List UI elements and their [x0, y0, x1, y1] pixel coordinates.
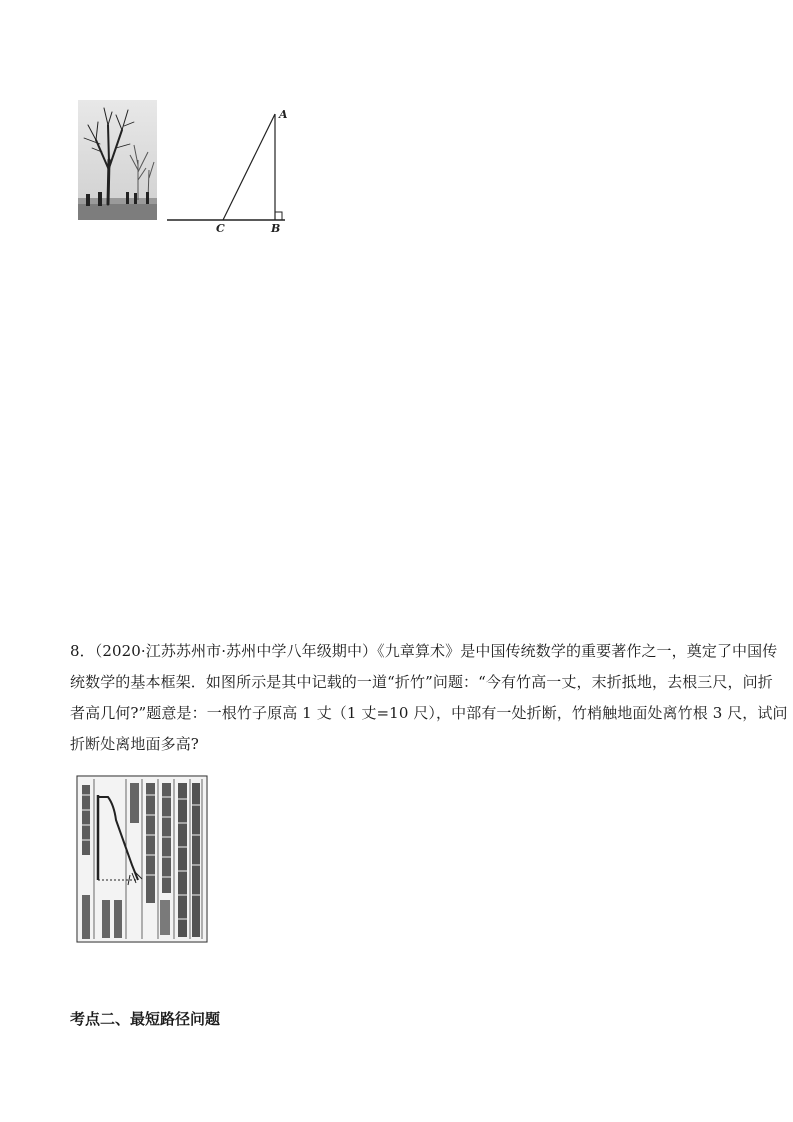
label-a: A: [279, 108, 288, 121]
problem-line-4: 折断处离地面多高?: [70, 735, 199, 753]
tree-photo: [78, 100, 157, 220]
side-ac: [223, 114, 275, 220]
triangle-diagram: [160, 100, 300, 235]
problem-line-2: 统数学的基本框架．如图所示是其中记载的一道“折竹”问题：“今有竹高一丈，末折抵地，去根三尺，问折: [70, 673, 773, 691]
ancient-book-page-icon: [76, 775, 208, 943]
problem-line-1: 8．（2020·江苏苏州市·苏州中学八年级期中）《九章算术》是中国传统数学的重要著作之一，奠定了中国传: [70, 642, 778, 660]
problem-line-3: 者高几何?”题意是：一根竹子原高 1 丈（1 丈=10 尺），中部有一处折断，竹梢触地面处离竹根 3 尺，试问: [70, 704, 788, 722]
label-c: C: [216, 222, 225, 235]
section-heading: 考点二、最短路径问题: [70, 1010, 221, 1028]
right-angle-mark: [275, 212, 282, 220]
problem-8-text: [70, 636, 788, 760]
label-b: B: [271, 222, 281, 235]
